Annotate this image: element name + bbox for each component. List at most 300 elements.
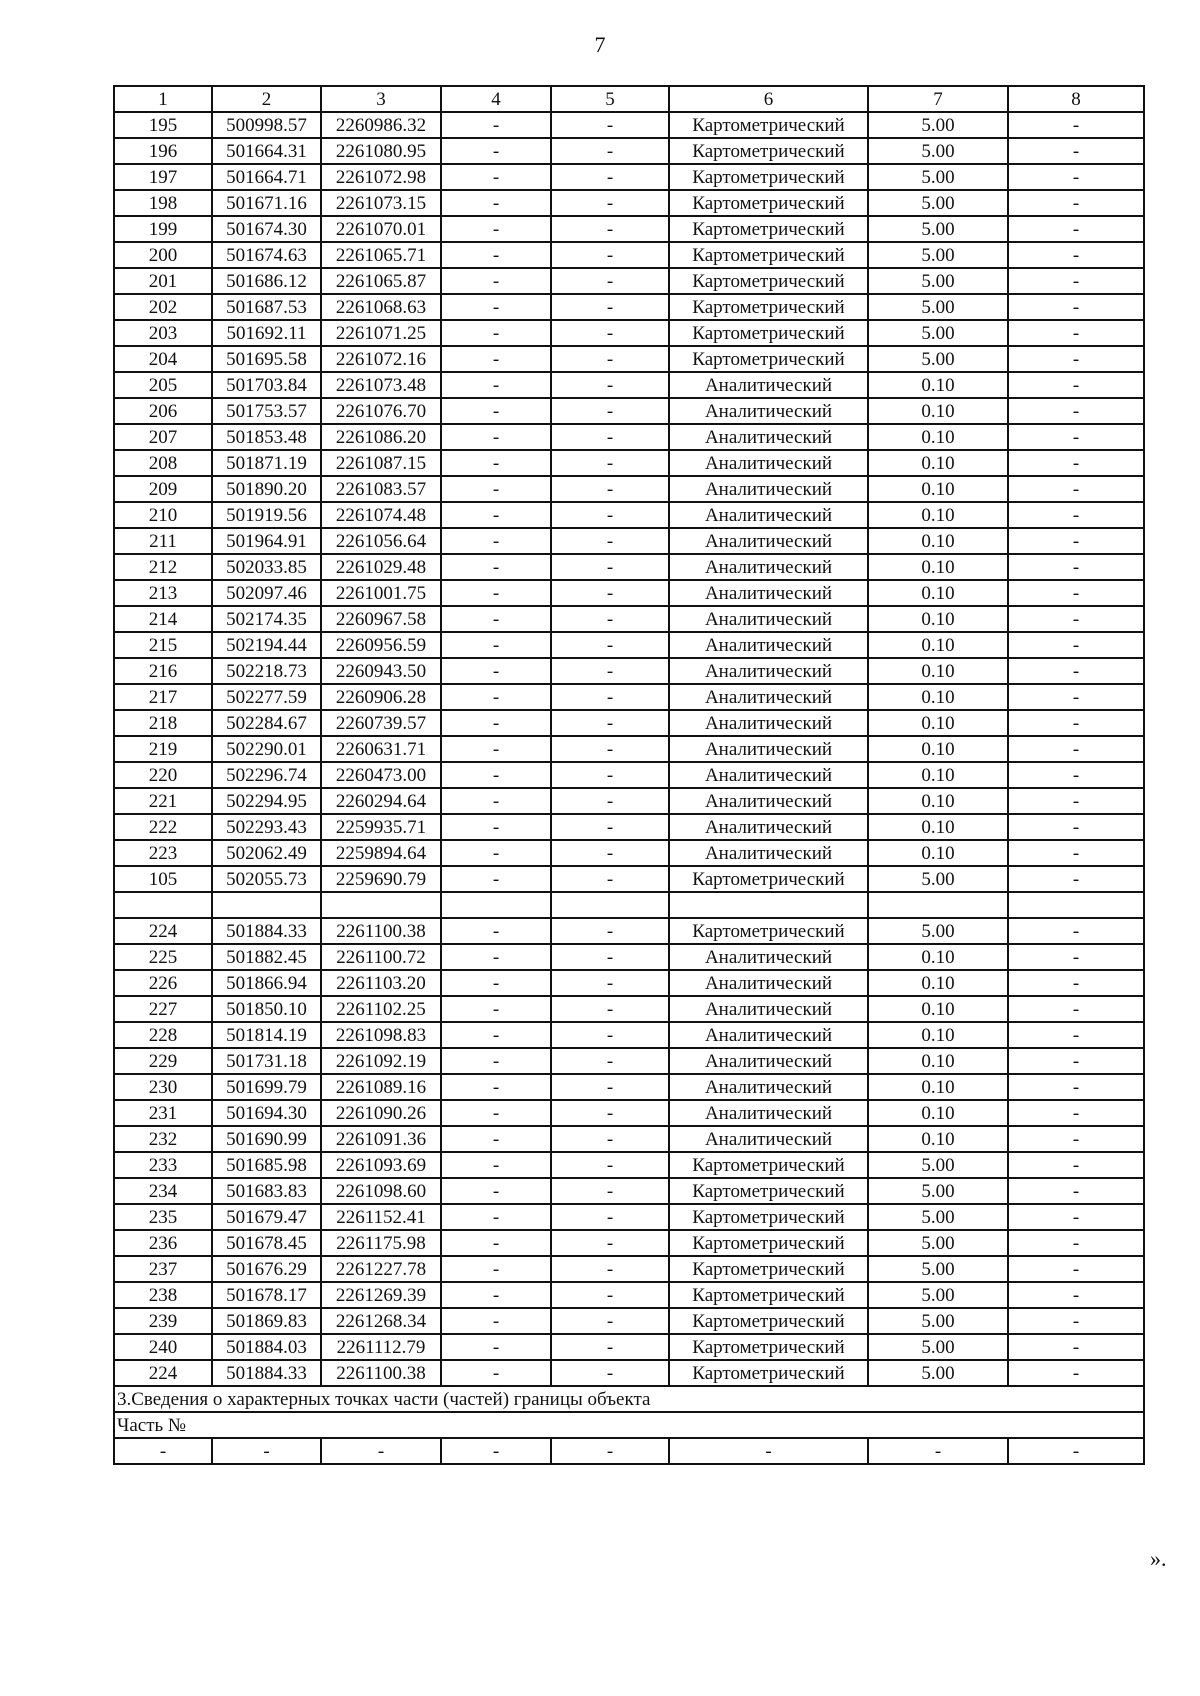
cell-col-3: 2260956.59 [321, 632, 441, 658]
cell-col-5: - [551, 1126, 669, 1152]
cell-col-5: - [551, 1152, 669, 1178]
cell-col-7: 0.10 [868, 736, 1008, 762]
cell-col-6: Картометрический [669, 112, 868, 138]
cell-col-6: Аналитический [669, 684, 868, 710]
cell-col-6: Аналитический [669, 1074, 868, 1100]
cell-col-7: 5.00 [868, 164, 1008, 190]
cell-col-6: Аналитический [669, 476, 868, 502]
cell-col-4: - [441, 658, 551, 684]
cell-col-3: 2260906.28 [321, 684, 441, 710]
cell-col-7: 0.10 [868, 840, 1008, 866]
cell-col-7: 0.10 [868, 762, 1008, 788]
cell-col-3: 2261103.20 [321, 970, 441, 996]
cell-col-5: 5 [551, 86, 669, 112]
cell-col-2: 501964.91 [212, 528, 321, 554]
table-row [114, 242, 1144, 268]
cell-col-4: - [441, 502, 551, 528]
section-title: 3.Сведения о характерных точках части (частей) границы объекта [114, 1386, 1144, 1412]
cell-col-6: Картометрический [669, 164, 868, 190]
cell-col-1 [114, 892, 212, 918]
cell-col-4: - [441, 398, 551, 424]
table-row [114, 1334, 1144, 1360]
cell-col-5: - [551, 320, 669, 346]
cell-col-4: - [441, 684, 551, 710]
cell-col-4: - [441, 346, 551, 372]
coordinates-table [113, 85, 1145, 1465]
cell-col-1: 236 [114, 1230, 212, 1256]
cell-col-5: - [551, 996, 669, 1022]
cell-col-4: - [441, 632, 551, 658]
table-row [114, 476, 1144, 502]
cell-col-2 [212, 892, 321, 918]
cell-col-6: Аналитический [669, 1126, 868, 1152]
cell-col-3: 2259690.79 [321, 866, 441, 892]
cell-col-8: - [1008, 632, 1144, 658]
cell-col-3: 2261072.16 [321, 346, 441, 372]
cell-col-6: Аналитический [669, 424, 868, 450]
cell-col-6: Аналитический [669, 788, 868, 814]
cell-col-1: 195 [114, 112, 212, 138]
cell-col-1: 224 [114, 1360, 212, 1386]
table-row [114, 658, 1144, 684]
cell-col-2: 501884.33 [212, 918, 321, 944]
cell-col-2: 501814.19 [212, 1022, 321, 1048]
cell-col-5: - [551, 164, 669, 190]
cell-col-7: 0.10 [868, 528, 1008, 554]
cell-col-3: 2261098.83 [321, 1022, 441, 1048]
cell-col-2: 500998.57 [212, 112, 321, 138]
cell-col-5: - [551, 1360, 669, 1386]
cell-col-6: 6 [669, 86, 868, 112]
cell-col-7: 0.10 [868, 814, 1008, 840]
cell-col-8: - [1008, 1100, 1144, 1126]
cell-col-2: 501853.48 [212, 424, 321, 450]
cell-col-1: 230 [114, 1074, 212, 1100]
cell-col-5: - [551, 346, 669, 372]
cell-col-3: 2261083.57 [321, 476, 441, 502]
cell-col-4: - [441, 1152, 551, 1178]
cell-col-2: 501686.12 [212, 268, 321, 294]
cell-col-8: - [1008, 476, 1144, 502]
cell-col-4: - [441, 1048, 551, 1074]
table-row [114, 346, 1144, 372]
cell-col-3: 2261071.25 [321, 320, 441, 346]
cell-col-6: Аналитический [669, 996, 868, 1022]
cell-col-3: 2260631.71 [321, 736, 441, 762]
cell-col-1: 228 [114, 1022, 212, 1048]
cell-col-5: - [551, 1334, 669, 1360]
cell-col-2: 502055.73 [212, 866, 321, 892]
cell-col-5: - [551, 710, 669, 736]
cell-col-4: - [441, 216, 551, 242]
cell-col-3: 2260943.50 [321, 658, 441, 684]
cell-col-8: - [1008, 996, 1144, 1022]
table-header-row [114, 86, 1144, 112]
table-row [114, 606, 1144, 632]
cell-col-1: 219 [114, 736, 212, 762]
cell-col-7: 0.10 [868, 424, 1008, 450]
cell-col-3: 2261074.48 [321, 502, 441, 528]
table-row [114, 1178, 1144, 1204]
cell-col-4: - [441, 476, 551, 502]
cell-col-1: 207 [114, 424, 212, 450]
cell-col-3: 2261093.69 [321, 1152, 441, 1178]
cell-col-1: - [114, 1438, 212, 1464]
cell-col-5: - [551, 1022, 669, 1048]
cell-col-7: 5.00 [868, 294, 1008, 320]
cell-col-4: - [441, 866, 551, 892]
cell-col-2: 501731.18 [212, 1048, 321, 1074]
cell-col-3: 2261065.87 [321, 268, 441, 294]
cell-col-5: - [551, 1074, 669, 1100]
cell-col-2: 501695.58 [212, 346, 321, 372]
table-row [114, 320, 1144, 346]
cell-col-4: - [441, 1178, 551, 1204]
cell-col-3: 2261102.25 [321, 996, 441, 1022]
cell-col-2: 501850.10 [212, 996, 321, 1022]
cell-col-5: - [551, 788, 669, 814]
cell-col-1: 203 [114, 320, 212, 346]
cell-col-8: - [1008, 450, 1144, 476]
cell-col-7: 5.00 [868, 268, 1008, 294]
cell-col-1: 206 [114, 398, 212, 424]
table-row [114, 1126, 1144, 1152]
cell-col-1: 209 [114, 476, 212, 502]
cell-col-2: 501866.94 [212, 970, 321, 996]
part-label-row [114, 1412, 1144, 1438]
cell-col-3: 2261080.95 [321, 138, 441, 164]
cell-col-7: 5.00 [868, 866, 1008, 892]
cell-col-7: 0.10 [868, 398, 1008, 424]
cell-col-4: - [441, 1074, 551, 1100]
table-row [114, 1230, 1144, 1256]
cell-col-1: 196 [114, 138, 212, 164]
cell-col-7: 5.00 [868, 190, 1008, 216]
cell-col-6: Картометрический [669, 918, 868, 944]
cell-col-2: 501871.19 [212, 450, 321, 476]
cell-col-5: - [551, 502, 669, 528]
cell-col-7: 0.10 [868, 554, 1008, 580]
cell-col-2: - [212, 1438, 321, 1464]
table-row [114, 424, 1144, 450]
cell-col-1: 234 [114, 1178, 212, 1204]
table-row [114, 190, 1144, 216]
cell-col-1: 205 [114, 372, 212, 398]
cell-col-3: 2261065.71 [321, 242, 441, 268]
cell-col-1: 239 [114, 1308, 212, 1334]
cell-col-8: - [1008, 1360, 1144, 1386]
table-row [114, 138, 1144, 164]
cell-col-4: - [441, 1100, 551, 1126]
cell-col-6: Аналитический [669, 658, 868, 684]
cell-col-6: Аналитический [669, 606, 868, 632]
cell-col-8: - [1008, 788, 1144, 814]
cell-col-3: 2261152.41 [321, 1204, 441, 1230]
cell-col-1: 221 [114, 788, 212, 814]
cell-col-8: - [1008, 1334, 1144, 1360]
cell-col-1: 200 [114, 242, 212, 268]
cell-col-8: - [1008, 1152, 1144, 1178]
cell-col-7: 0.10 [868, 1100, 1008, 1126]
cell-col-2: 501694.30 [212, 1100, 321, 1126]
cell-col-5: - [551, 970, 669, 996]
cell-col-8: - [1008, 736, 1144, 762]
cell-col-6: Аналитический [669, 450, 868, 476]
cell-col-3: 2261092.19 [321, 1048, 441, 1074]
table-row [114, 372, 1144, 398]
cell-col-5: - [551, 762, 669, 788]
table-row [114, 112, 1144, 138]
cell-col-1: 227 [114, 996, 212, 1022]
cell-col-7: 0.10 [868, 606, 1008, 632]
cell-col-5: - [551, 840, 669, 866]
cell-col-3: 2261001.75 [321, 580, 441, 606]
cell-col-8: - [1008, 164, 1144, 190]
cell-col-3: 2261175.98 [321, 1230, 441, 1256]
cell-col-2: 501869.83 [212, 1308, 321, 1334]
cell-col-6: Картометрический [669, 1204, 868, 1230]
cell-col-3: 2261091.36 [321, 1126, 441, 1152]
cell-col-1: 1 [114, 86, 212, 112]
cell-col-4: - [441, 1438, 551, 1464]
table-row [114, 632, 1144, 658]
cell-col-7: 0.10 [868, 684, 1008, 710]
cell-col-3: 2260739.57 [321, 710, 441, 736]
cell-col-3: 2261268.34 [321, 1308, 441, 1334]
cell-col-5 [551, 892, 669, 918]
table-row [114, 970, 1144, 996]
cell-col-8: - [1008, 1022, 1144, 1048]
cell-col-2: 502033.85 [212, 554, 321, 580]
cell-col-8: - [1008, 658, 1144, 684]
cell-col-5: - [551, 372, 669, 398]
cell-col-3: 2261227.78 [321, 1256, 441, 1282]
cell-col-2: 501884.03 [212, 1334, 321, 1360]
cell-col-8: - [1008, 970, 1144, 996]
cell-col-5: - [551, 294, 669, 320]
cell-col-3: 2261072.98 [321, 164, 441, 190]
cell-col-7: 0.10 [868, 502, 1008, 528]
cell-col-4: 4 [441, 86, 551, 112]
cell-col-4: - [441, 710, 551, 736]
table-row [114, 450, 1144, 476]
cell-col-5: - [551, 1282, 669, 1308]
cell-col-7: 0.10 [868, 996, 1008, 1022]
cell-col-5: - [551, 450, 669, 476]
cell-col-6: Картометрический [669, 216, 868, 242]
cell-col-7: 0.10 [868, 450, 1008, 476]
cell-col-3: 2261098.60 [321, 1178, 441, 1204]
cell-col-6: Картометрический [669, 1360, 868, 1386]
cell-col-2: 502293.43 [212, 814, 321, 840]
cell-col-1: 226 [114, 970, 212, 996]
cell-col-2: 502062.49 [212, 840, 321, 866]
cell-col-7: 5.00 [868, 1282, 1008, 1308]
cell-col-3: 2261100.38 [321, 1360, 441, 1386]
table-row [114, 684, 1144, 710]
cell-col-4: - [441, 1126, 551, 1152]
cell-col-7: 5.00 [868, 1230, 1008, 1256]
table-row [114, 1100, 1144, 1126]
cell-col-8: - [1008, 398, 1144, 424]
cell-col-3: 2259894.64 [321, 840, 441, 866]
cell-col-1: 208 [114, 450, 212, 476]
cell-col-7: 5.00 [868, 1152, 1008, 1178]
cell-col-2: 501674.63 [212, 242, 321, 268]
cell-col-1: 225 [114, 944, 212, 970]
cell-col-1: 215 [114, 632, 212, 658]
cell-col-7: 0.10 [868, 580, 1008, 606]
cell-col-1: 199 [114, 216, 212, 242]
cell-col-7 [868, 892, 1008, 918]
cell-col-7: 0.10 [868, 1022, 1008, 1048]
cell-col-8: - [1008, 944, 1144, 970]
table-row [114, 1204, 1144, 1230]
cell-col-6: Картометрический [669, 866, 868, 892]
cell-col-3: 2260967.58 [321, 606, 441, 632]
table-row [114, 398, 1144, 424]
cell-col-3 [321, 892, 441, 918]
cell-col-2: 501674.30 [212, 216, 321, 242]
cell-col-5: - [551, 554, 669, 580]
cell-col-8: - [1008, 580, 1144, 606]
cell-col-5: - [551, 112, 669, 138]
cell-col-1: 237 [114, 1256, 212, 1282]
cell-col-8: - [1008, 502, 1144, 528]
cell-col-8: - [1008, 346, 1144, 372]
cell-col-3: 2260986.32 [321, 112, 441, 138]
cell-col-1: 218 [114, 710, 212, 736]
cell-col-4: - [441, 736, 551, 762]
cell-col-3: 2261100.72 [321, 944, 441, 970]
cell-col-8: 8 [1008, 86, 1144, 112]
cell-col-8: - [1008, 866, 1144, 892]
cell-col-4: - [441, 840, 551, 866]
table-final-row [114, 1438, 1144, 1464]
cell-col-1: 210 [114, 502, 212, 528]
cell-col-5: - [551, 1100, 669, 1126]
cell-col-5: - [551, 684, 669, 710]
closing-mark: ». [1150, 1546, 1167, 1571]
cell-col-5: - [551, 216, 669, 242]
table-row [114, 502, 1144, 528]
cell-col-6: Картометрический [669, 1282, 868, 1308]
cell-col-2: 502097.46 [212, 580, 321, 606]
cell-col-4: - [441, 554, 551, 580]
cell-col-3: 2261056.64 [321, 528, 441, 554]
cell-col-8: - [1008, 268, 1144, 294]
table-row [114, 528, 1144, 554]
cell-col-5: - [551, 606, 669, 632]
cell-col-1: 214 [114, 606, 212, 632]
cell-col-1: 231 [114, 1100, 212, 1126]
cell-col-5: - [551, 736, 669, 762]
cell-col-2: 502174.35 [212, 606, 321, 632]
cell-col-7: 7 [868, 86, 1008, 112]
cell-col-5: - [551, 1230, 669, 1256]
cell-col-5: - [551, 632, 669, 658]
cell-col-5: - [551, 268, 669, 294]
cell-col-3: 2259935.71 [321, 814, 441, 840]
table-row [114, 1282, 1144, 1308]
cell-col-1: 105 [114, 866, 212, 892]
cell-col-8: - [1008, 528, 1144, 554]
cell-col-8: - [1008, 606, 1144, 632]
cell-col-7: 5.00 [868, 1334, 1008, 1360]
cell-col-3: 2261070.01 [321, 216, 441, 242]
cell-col-1: 240 [114, 1334, 212, 1360]
cell-col-3: 2261073.15 [321, 190, 441, 216]
cell-col-4: - [441, 268, 551, 294]
table-row [114, 736, 1144, 762]
cell-col-6: Аналитический [669, 554, 868, 580]
cell-col-8: - [1008, 1126, 1144, 1152]
cell-col-2: 502194.44 [212, 632, 321, 658]
cell-col-6 [669, 892, 868, 918]
cell-col-1: 213 [114, 580, 212, 606]
table-row [114, 580, 1144, 606]
cell-col-6: Картометрический [669, 138, 868, 164]
table-row [114, 216, 1144, 242]
cell-col-8: - [1008, 294, 1144, 320]
cell-col-7: 0.10 [868, 658, 1008, 684]
cell-col-6: Картометрический [669, 1230, 868, 1256]
cell-col-8: - [1008, 424, 1144, 450]
cell-col-8: - [1008, 684, 1144, 710]
table-row [114, 788, 1144, 814]
cell-col-4: - [441, 450, 551, 476]
cell-col-2: 502218.73 [212, 658, 321, 684]
cell-col-4: - [441, 580, 551, 606]
cell-col-5: - [551, 1256, 669, 1282]
cell-col-7: 0.10 [868, 476, 1008, 502]
table-row [114, 1360, 1144, 1386]
cell-col-8: - [1008, 242, 1144, 268]
cell-col-6: Аналитический [669, 1022, 868, 1048]
cell-col-4: - [441, 1308, 551, 1334]
cell-col-3: 2260473.00 [321, 762, 441, 788]
cell-col-2: 501703.84 [212, 372, 321, 398]
cell-col-3: 2260294.64 [321, 788, 441, 814]
cell-col-4: - [441, 1204, 551, 1230]
cell-col-4: - [441, 788, 551, 814]
cell-col-2: 501679.47 [212, 1204, 321, 1230]
cell-col-6: Аналитический [669, 814, 868, 840]
cell-col-4: - [441, 294, 551, 320]
cell-col-2: 501685.98 [212, 1152, 321, 1178]
cell-col-2: 501676.29 [212, 1256, 321, 1282]
table-row [114, 814, 1144, 840]
cell-col-4: - [441, 814, 551, 840]
cell-col-5: - [551, 138, 669, 164]
cell-col-3: 2261076.70 [321, 398, 441, 424]
cell-col-2: 502294.95 [212, 788, 321, 814]
cell-col-5: - [551, 814, 669, 840]
cell-col-2: 501687.53 [212, 294, 321, 320]
section-title-row [114, 1386, 1144, 1412]
table-row [114, 762, 1144, 788]
table-row [114, 710, 1144, 736]
cell-col-6: - [669, 1438, 868, 1464]
cell-col-4: - [441, 1360, 551, 1386]
table-row [114, 1152, 1144, 1178]
cell-col-3: 2261112.79 [321, 1334, 441, 1360]
cell-col-7: 5.00 [868, 112, 1008, 138]
cell-col-8: - [1008, 762, 1144, 788]
page-number: 7 [594, 32, 606, 57]
cell-col-5: - [551, 1204, 669, 1230]
cell-col-6: Аналитический [669, 502, 868, 528]
